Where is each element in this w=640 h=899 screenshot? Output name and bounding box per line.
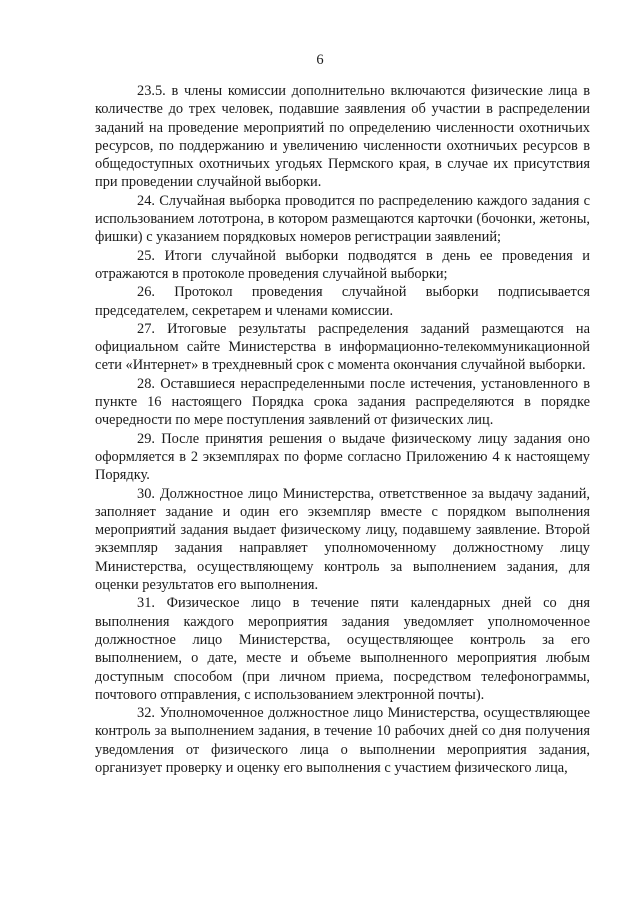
paragraph-31: 31. Физическое лицо в течение пяти календарных дней со дня выполнения каждого мероприятия задания уведомляет уполномоченное должностное лицо Министерства, осуществляющее контроль за его выполнением, о дате, месте и объеме выполненного мероприятия любым доступным способом (при личном приема, посредством телефонограммы, почтового отправления, с использованием электронной почты). xyxy=(95,595,590,703)
page-number: 6 xyxy=(316,52,324,68)
paragraph-25: 25. Итоги случайной выборки подводятся в день ее проведения и отражаются в протоколе проведения случайной выборки; xyxy=(95,247,590,282)
paragraph-24: 24. Случайная выборка проводится по распределению каждого задания с использованием лототрона, в котором размещаются карточки (бочонки, жетоны, фишки) с указанием порядковых номеров регистрации заявлений; xyxy=(95,192,590,246)
paragraph-32: 32. Уполномоченное должностное лицо Министерства, осуществляющее контроль за выполнением задания, в течение 10 рабочих дней со дня получения уведомления от физического лица о выполнении мероприятия задания, организует проверку и оценку его выполнения с участием физического лица, xyxy=(95,705,590,776)
paragraph-26: 26. Протокол проведения случайной выборки подписывается председателем, секретарем и членами комиссии. xyxy=(95,284,590,319)
paragraph-29: 29. После принятия решения о выдаче физическому лицу задания оно оформляется в 2 экземплярах по форме согласно Приложению 4 к настоящему Порядку. xyxy=(95,430,590,484)
paragraph-27: 27. Итоговые результаты распределения заданий размещаются на официальном сайте Министерства в информационно-телекоммуникационной сети «Интернет» в трехдневный срок с момента окончания случайной выборки. xyxy=(95,320,590,374)
paragraph-23-5: 23.5. в члены комиссии дополнительно включаются физические лица в количестве до трех человек, подавшие заявления об участии в распределении заданий на проведение мероприятий по определению численности охотничьих ресурсов, по поддержанию и увеличению численности охотничьих ресурсов в общедоступных охотничьих угодьях Пермского края, в случае их присутствия при проведении случайной выборки. xyxy=(95,83,590,191)
document-body xyxy=(95,82,590,777)
paragraph-28: 28. Оставшиеся нераспределенными после истечения, установленного в пункте 16 настоящего Порядка срока задания распределяются в порядке очередности по мере поступления заявлений от физических лиц. xyxy=(95,375,590,429)
paragraph-30: 30. Должностное лицо Министерства, ответственное за выдачу заданий, заполняет задание и один его экземпляр вместе с порядком выполнения мероприятий задания выдает физическому лицу, подавшему заявление. Второй экземпляр задания направляет уполномоченному должностному лицу Министерства, осуществляющему контроль за выполнением задания, для оценки результатов его выполнения. xyxy=(95,485,590,594)
